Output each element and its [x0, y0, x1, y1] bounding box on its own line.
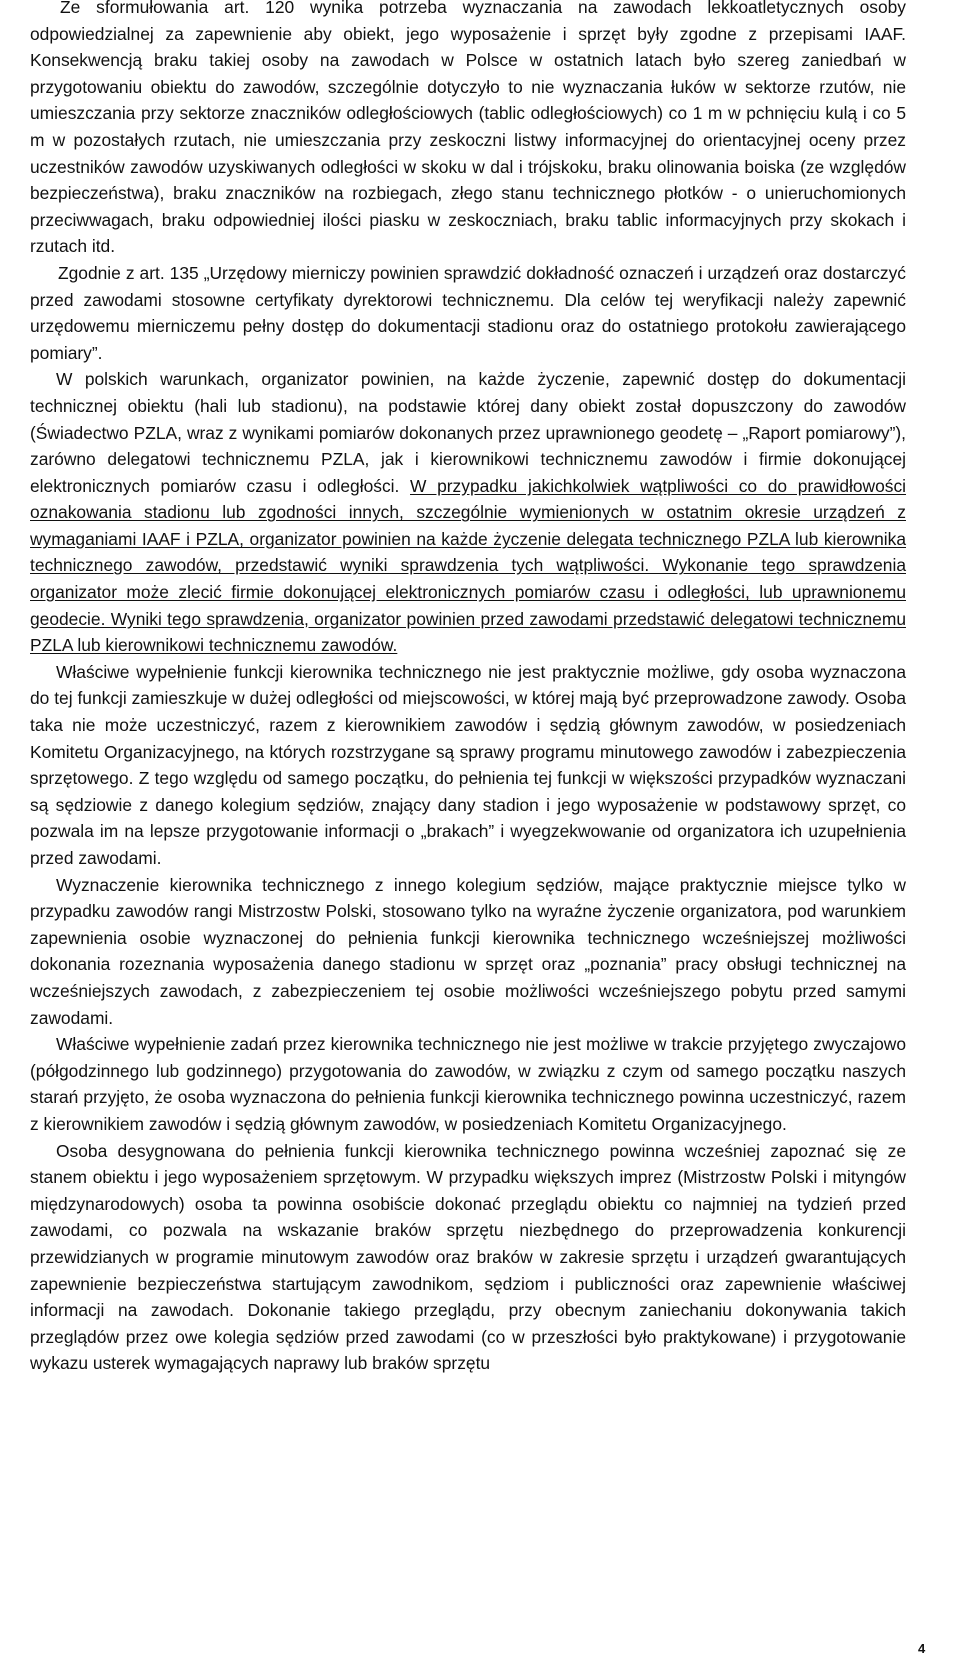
- page-number: 4: [918, 1641, 926, 1656]
- underlined-passage: W przypadku jakichkolwiek wątpliwości co do prawidłowości oznakowania stadionu lub zgodności innych, szczególnie wymienionych w ostatnim okresie urządzeń z wymaganiami IAAF i PZLA, organizator powinien na każde życzenie delegata technicznego PZLA lub kierownika technicznego zawodów, przedstawić wyniki sprawdzenia tych wątpliwości. Wykonanie tego sprawdzenia organizator może zlecić firmie dokonującej elektronicznych pomiarów czasu i odległości, lub uprawnionemu geodecie. Wyniki tego sprawdzenia, organizator powinien przed zawodami przedstawić delegatowi technicznemu PZLA lub kierownikowi technicznemu zawodów.: [30, 475, 907, 656]
- paragraph-other-college: Wyznaczenie kierownika technicznego z innego kolegium sędziów, mające praktycznie miejsce tylko w przypadku zawodów rangi Mistrzostw Polski, stosowano tylko na wyraźne życzenie organizatora, pod warunkiem zapewnienia osobie wyznaczonej do pełnienia funkcji kierownika technicznego wcześniejszej możliwości dokonania rozeznania wyposażenia danego stadionu w sprzęt oraz „poznania” pracy obsługi technicznej na wcześniejszych zawodach, z zabezpieczeniem tej osobie możliwości wcześniejszego pobytu przed samymi zawodami.: [30, 874, 906, 1028]
- document-page: [30, 0, 906, 1377]
- paragraph-preparation-time: Właściwe wypełnienie zadań przez kierownika technicznego nie jest możliwe w trakcie przyjętego zwyczajowo (półgodzinnego lub godzinnego) przygotowania do zawodów, w związku z czym od samego początku naszych starań przyjęto, że osoba wyznaczona do pełnienia funkcji kierownika technicznego powinna uczestniczyć, razem z kierownikiem zawodów i sędzią głównym zawodów, w posiedzeniach Komitetu Organizacyjnego.: [30, 1034, 906, 1134]
- paragraph-technical-manager-function: Właściwe wypełnienie funkcji kierownika technicznego nie jest praktycznie możliwe, gdy osoba wyznaczona do tej funkcji zamieszkuje w dużej odległości od miejscowości, w której mają być przeprowadzone zawody. Osoba taka nie może uczestniczyć, razem z kierownikiem zawodów i sędzią głównym zawodów, w posiedzeniach Komitetu Organizacyjnego, na których rozstrzygane są sprawy programu minutowego zawodów i zabezpieczenia sprzętowego. Z tego względu od samego początku, do pełnienia tej funkcji w większości przypadków wyznaczani są sędziowie z danego kolegium sędziów, znający dany stadion i jego wyposażenie w podstawowy sprzęt, co pozwala im na lepsze przygotowanie informacji o „brakach” i wyegzekwowanie od organizatora ich uzupełnienia przed zawodami.: [30, 661, 906, 868]
- paragraph-polish-conditions: [30, 366, 906, 659]
- paragraph-designated-person: Osoba desygnowana do pełnienia funkcji kierownika technicznego powinna wcześniej zapoznać się ze stanem obiektu i jego wyposażeniem sprzętowym. W przypadku większych imprez (Mistrzostw Polski i mityngów międzynarodowych) osoba ta powinna osobiście dokonać przeglądu obiektu co najmniej na tydzień przed zawodami, co pozwala na wskazanie braków sprzętu niezbędnego do przeprowadzenia konkurencji przewidzianych w programie minutowym zawodów oraz braków w zakresie sprzętu i urządzeń gwarantujących zapewnienie bezpieczeństwa startującym zawodnikom, sędziom i publiczności oraz zapewnienie właściwej informacji na zawodach. Dokonanie takiego przeglądu, przy obecnym zaniechaniu dokonywania takich przeglądów przez owe kolegia sędziów przed zawodami (co w przeszłości było praktykowane) i przygotowanie wykazu usterek wymagających naprawy lub braków sprzętu: [30, 1140, 906, 1374]
- paragraph-art-135: Zgodnie z art. 135 „Urzędowy mierniczy powinien sprawdzić dokładność oznaczeń i urządzeń oraz dostarczyć przed zawodami stosowne certyfikaty dyrektorowi technicznemu. Dla celów tej weryfikacji należy zapewnić urzędowemu mierniczemu pełny dostęp do dokumentacji stadionu oraz do ostatniego protokołu zawierającego pomiary”.: [30, 262, 906, 363]
- paragraph-polish-conditions-text: W polskich warunkach, organizator powinien, na każde życzenie, zapewnić dostęp do dokumentacji technicznej obiektu (hali lub stadionu), na podstawie której dany obiekt został dopuszczony do zawodów (Świadectwo PZLA, wraz z wynikami pomiarów dokonanych przez uprawnionego geodetę – „Raport pomiarowy”), zarówno delegatowi technicznemu PZLA, jak i kierownikowi technicznemu zawodów i firmie dokonującej elektronicznych pomiarów czasu i odległości.: [30, 369, 906, 496]
- paragraph-art-120: Ze sformułowania art. 120 wynika potrzeba wyznaczania na zawodach lekkoatletycznych osoby odpowiedzialnej za zapewnienie aby obiekt, jego wyposażenie i sprzęt były zgodne z przepisami IAAF. Konsekwencją braku takiej osoby na zawodach w Polsce w ostatnich latach było szereg zaniedbań w przygotowaniu obiektu do zawodów, szczególnie dotyczyło to nie wyznaczania łuków w sektorze rzutów, nie umieszczania przy sektorze znaczników odległościowych (tablic odległościowych) co 1 m w pchnięciu kulą i co 5 m w pozostałych rzutach, nie umieszczania przy zeskoczni listwy informacyjnej do orientacyjnej oceny przez uczestników zawodów uzyskiwanych odległości w skoku w dal i trójskoku, braku olinowania boiska (ze względów bezpieczeństwa), braku znaczników na rozbiegach, złego stanu technicznego płotków - o unieruchomionych przeciwwagach, braku odpowiedniej ilości piasku w zeskoczniach, braku tablic informacyjnych przy skokach i rzutach itd.: [30, 0, 906, 257]
